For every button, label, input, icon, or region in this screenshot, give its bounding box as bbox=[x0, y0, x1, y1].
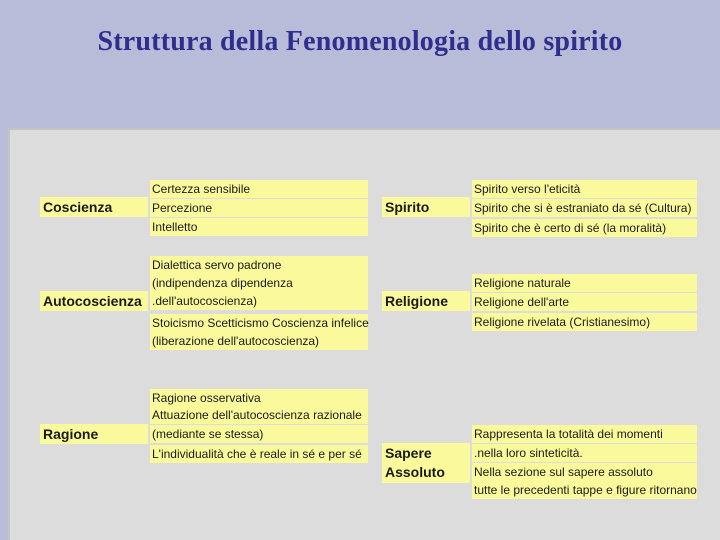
label-ragione: Ragione bbox=[40, 424, 148, 444]
item-spirito-certo: Spirito che è certo di sé (la moralità) bbox=[472, 219, 697, 237]
item-tappe-figure: tutte le precedenti tappe e figure ritornano bbox=[474, 483, 697, 497]
item-religione-rivelata: Religione rivelata (Cristianesimo) bbox=[472, 313, 697, 331]
item-individualita: L'individualità che è reale in sé e per sé bbox=[150, 445, 368, 463]
item-intelletto: Intelletto bbox=[150, 218, 368, 236]
item-dialettica: Dialettica servo padrone bbox=[150, 256, 368, 274]
item-certezza-sensibile: Certezza sensibile bbox=[150, 180, 368, 198]
label-religione: Religione bbox=[382, 291, 470, 311]
item-autocoscienza: .dell'autocoscienza) bbox=[150, 292, 368, 310]
item-religione-naturale: Religione naturale bbox=[472, 274, 697, 292]
item-ragione-osservativa: Ragione osservativa bbox=[150, 389, 368, 407]
label-autocoscienza: Autocoscienza bbox=[40, 291, 148, 311]
item-indipendenza: (indipendenza dipendenza bbox=[150, 274, 368, 292]
item-attuazione: Attuazione dell'autocoscienza razionale bbox=[150, 406, 368, 424]
item-religione-arte: Religione dell'arte bbox=[472, 293, 697, 311]
item-spirito-eticita: Spirito verso l'eticità bbox=[472, 180, 697, 198]
item-sezione-sapere: Nella sezione sul sapere assoluto bbox=[472, 463, 697, 481]
label-sapere-assoluto bbox=[382, 443, 470, 483]
item-stoicismo: Stoicismo Scetticismo Coscienza infelice bbox=[152, 316, 369, 330]
item-percezione: Percezione bbox=[150, 199, 368, 217]
slide-title: Struttura della Fenomenologia dello spirito bbox=[97, 26, 623, 57]
item-liberazione: (liberazione dell'autocoscienza) bbox=[150, 332, 368, 350]
item-rappresenta: Rappresenta la totalità dei momenti bbox=[472, 425, 697, 443]
label-coscienza: Coscienza bbox=[40, 197, 148, 217]
label-assoluto: Assoluto bbox=[385, 464, 445, 480]
item-spirito-estraniato: Spirito che si è estraniato da sé (Cultura) bbox=[472, 199, 697, 217]
label-sapere: Sapere bbox=[385, 445, 432, 461]
item-mediante: (mediante se stessa) bbox=[150, 425, 368, 443]
item-sinteticita: .nella loro sinteticità. bbox=[472, 444, 697, 462]
label-spirito: Spirito bbox=[382, 197, 470, 217]
